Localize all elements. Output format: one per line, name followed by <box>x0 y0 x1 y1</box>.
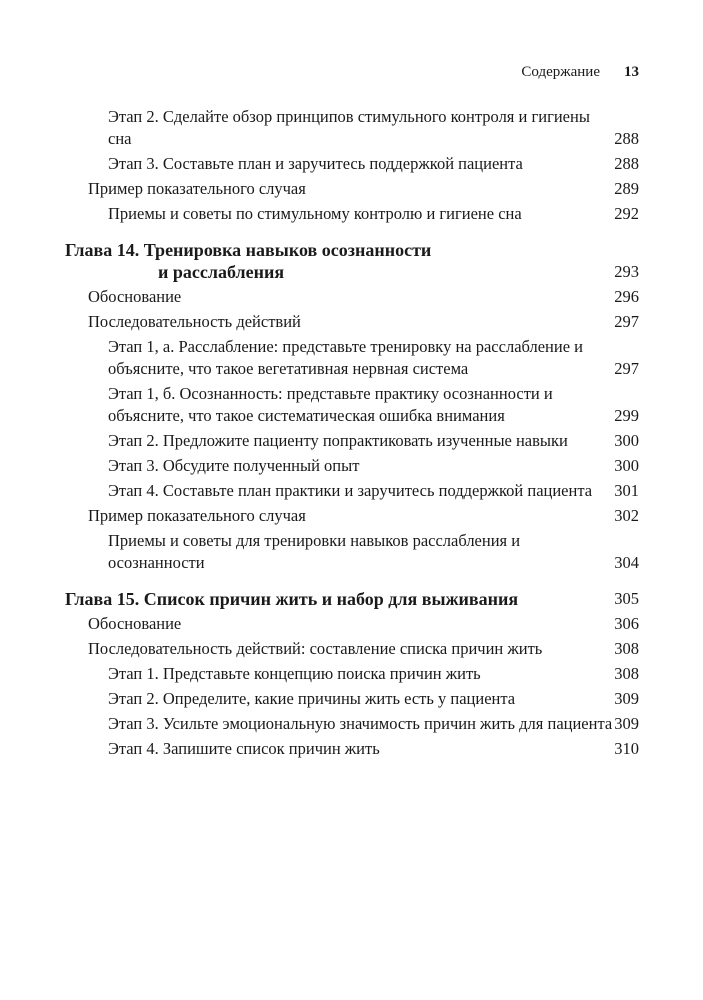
toc-chapter-14[interactable] <box>0 239 703 283</box>
toc-entry-page: 292 <box>614 204 639 223</box>
toc-chapter-15[interactable] <box>0 588 703 610</box>
toc-entry-page: 300 <box>614 431 639 450</box>
toc-entry-title: Пример показательного случая <box>88 506 306 525</box>
toc-entry-page: 301 <box>614 481 639 500</box>
toc-entry-page: 309 <box>614 714 639 733</box>
toc-entry[interactable] <box>0 713 703 735</box>
toc-entry-title: Этап 1, а. Расслабление: представьте тренировку на расслабление и объясните, что такое вегетативная нервная система <box>108 337 583 378</box>
toc-entry-page: 305 <box>614 589 639 608</box>
toc-entry[interactable] <box>0 505 703 527</box>
toc-entry-title: Обоснование <box>88 614 182 633</box>
toc-entry[interactable] <box>0 106 703 150</box>
toc-entry-page: 296 <box>614 287 639 306</box>
toc-entry-page: 310 <box>614 739 639 758</box>
toc-entry-title: Последовательность действий <box>88 312 301 331</box>
toc-entry[interactable] <box>0 430 703 452</box>
toc-entry[interactable] <box>0 738 703 760</box>
toc-entry[interactable] <box>0 336 703 380</box>
toc-entry[interactable] <box>0 153 703 175</box>
toc-entry[interactable] <box>0 688 703 710</box>
toc-entry[interactable] <box>0 480 703 502</box>
toc-entry-page: 293 <box>614 262 639 281</box>
toc-entry-page: 304 <box>614 553 639 572</box>
toc-entry-title: Этап 3. Усильте эмоциональную значимость причин жить для пациента <box>108 714 613 733</box>
toc-entry-title: Этап 4. Составьте план практики и заручитесь поддержкой пациента <box>108 481 593 500</box>
toc-entry[interactable] <box>0 203 703 225</box>
toc-entry-title: Обоснование <box>88 287 182 306</box>
toc-entry-title: Приемы и советы по стимульному контролю и гигиене сна <box>108 204 522 223</box>
toc-entry-title: Этап 4. Запишите список причин жить <box>108 739 380 758</box>
chapter-title: Глава 15. Список причин жить и набор для выживания <box>65 589 519 609</box>
toc-entry-page: 289 <box>614 179 639 198</box>
toc-entry-page: 288 <box>614 129 639 148</box>
chapter-title-line2: и расслабления <box>158 262 285 282</box>
toc-entry-page: 302 <box>614 506 639 525</box>
toc-entry[interactable] <box>0 663 703 685</box>
toc-entry-title: Этап 2. Определите, какие причины жить есть у пациента <box>108 689 516 708</box>
toc-entry-page: 297 <box>614 359 639 378</box>
toc-entry-title: Пример показательного случая <box>88 179 306 198</box>
chapter-title-line1: Глава 14. Тренировка навыков осознанности <box>65 240 432 260</box>
toc-entry-page: 308 <box>614 639 639 658</box>
running-header-section: Содержание <box>521 64 600 80</box>
toc-entry-page: 299 <box>614 406 639 425</box>
toc-entry-title: Этап 1, б. Осознанность: представьте практику осознанности и объясните, что такое систематическая ошибка внимания <box>108 384 553 425</box>
toc-entry-page: 297 <box>614 312 639 331</box>
running-header <box>521 62 639 82</box>
running-header-page-number: 13 <box>624 64 639 80</box>
toc-entry-page: 288 <box>614 154 639 173</box>
toc-entry-title: Этап 2. Предложите пациенту попрактиковать изученные навыки <box>108 431 568 450</box>
toc-entry[interactable] <box>0 530 703 574</box>
toc-entry-title: Этап 3. Обсудите полученный опыт <box>108 456 360 475</box>
toc-entry-title: Приемы и советы для тренировки навыков расслабления и осознанности <box>108 531 521 572</box>
toc-entry-page: 309 <box>614 689 639 708</box>
toc-entry-page: 308 <box>614 664 639 683</box>
toc-entry[interactable] <box>0 311 703 333</box>
table-of-contents <box>0 106 703 760</box>
toc-entry[interactable] <box>0 383 703 427</box>
toc-entry-page: 300 <box>614 456 639 475</box>
toc-entry-title: Этап 1. Представьте концепцию поиска причин жить <box>108 664 481 683</box>
toc-entry[interactable] <box>0 638 703 660</box>
toc-entry-title: Этап 3. Составьте план и заручитесь поддержкой пациента <box>108 154 523 173</box>
toc-entry[interactable] <box>0 286 703 308</box>
toc-entry-page: 306 <box>614 614 639 633</box>
toc-entry[interactable] <box>0 178 703 200</box>
toc-entry-title: Этап 2. Сделайте обзор принципов стимульного контроля и гигиены сна <box>108 107 590 148</box>
toc-entry[interactable] <box>0 613 703 635</box>
toc-entry[interactable] <box>0 455 703 477</box>
toc-entry-title: Последовательность действий: составление списка причин жить <box>88 639 543 658</box>
